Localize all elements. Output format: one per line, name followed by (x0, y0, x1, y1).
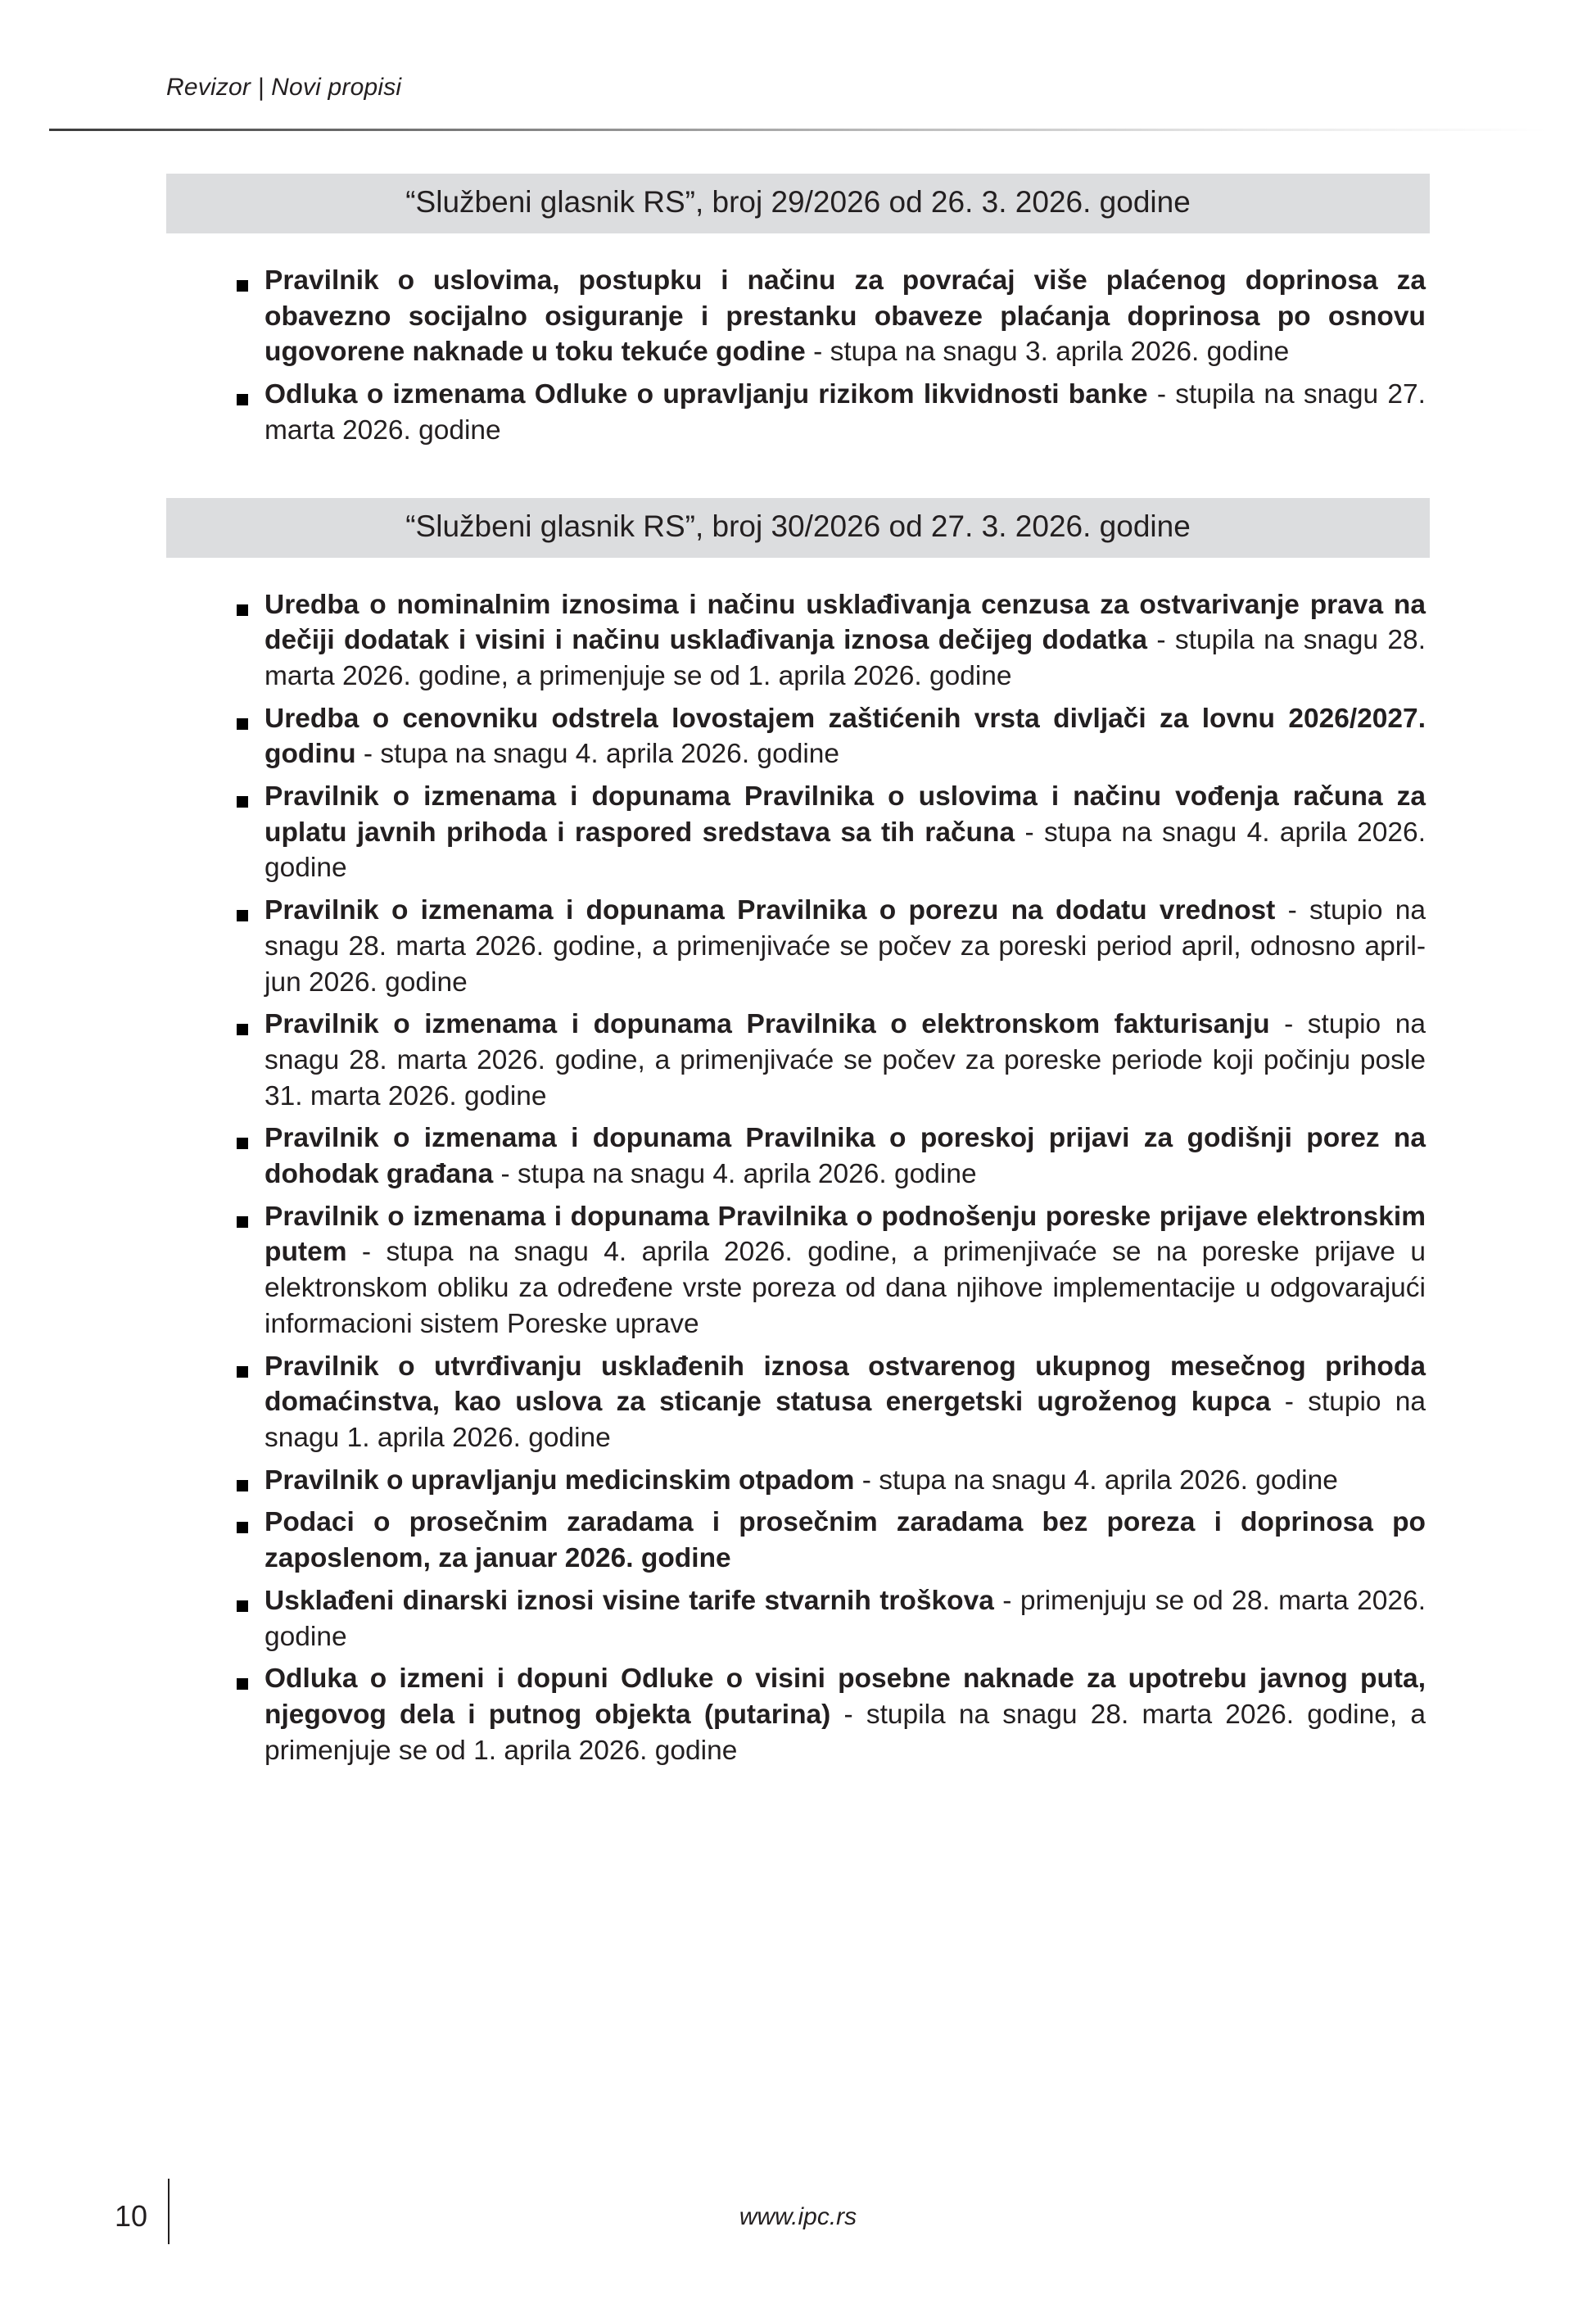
regulation-title: Pravilnik o izmenama i dopunama Pravilnika o poreskoj prijavi za godišnji porez na dohodak građana (264, 1123, 1426, 1190)
regulation-effective-note: - stupio na snagu 1. aprila 2026. godine (264, 1387, 1426, 1453)
page-number: 10 (115, 2199, 148, 2233)
regulation-effective-note: - stupila na snagu 28. marta 2026. godine, a primenjuje se od 1. aprila 2026. godine (264, 625, 1426, 691)
regulation-effective-note: - stupa na snagu 4. aprila 2026. godine (493, 1159, 977, 1190)
regulation-title: Pravilnik o uslovima, postupku i načinu za povraćaj više plaćenog doprinosa za obavezno socijalno osiguranje i prestanku obaveze plaćanja doprinosa po osnovu ugovorene naknade u toku tekuće godine (264, 265, 1426, 368)
regulation-item (166, 1661, 1430, 1768)
regulation-title: Pravilnik o utvrđivanju usklađenih iznosa ostvarenog ukupnog mesečnog prihoda domaćinstva, kao uslova za sticanje statusa energetski ugroženog kupca (264, 1351, 1426, 1418)
regulation-effective-note: - stupa na snagu 3. aprila 2026. godine (805, 337, 1290, 368)
gazette-issue-heading: “Službeni glasnik RS”, broj 30/2026 od 27. 3. 2026. godine (166, 498, 1430, 558)
regulation-title: Pravilnik o upravljanju medicinskim otpadom (264, 1464, 855, 1496)
regulation-title: Uredba o cenovniku odstrela lovostajem zaštićenih vrsta divljači za lovnu 2026/2027. godinu (264, 703, 1426, 770)
regulation-title: Odluka o izmeni i dopuni Odluke o visini posebne naknade za upotrebu javnog puta, njegovog dela i putnog objekta (putarina) (264, 1663, 1426, 1730)
regulation-item (166, 587, 1430, 695)
gazette-issue-heading: “Službeni glasnik RS”, broj 29/2026 od 26. 3. 2026. godine (166, 174, 1430, 233)
regulation-item (166, 1120, 1430, 1192)
regulation-item (166, 1199, 1430, 1342)
gazette-section (0, 174, 1596, 449)
regulation-item (166, 1583, 1430, 1654)
regulation-effective-note: - stupio na snagu 28. marta 2026. godine, a primenjivaće se počev za poreski period april, odnosno april-jun 2026. godine (264, 895, 1426, 998)
regulation-effective-note: - stupa na snagu 4. aprila 2026. godine (355, 739, 840, 770)
regulation-effective-note: - stupa na snagu 4. aprila 2026. godine (854, 1464, 1338, 1496)
running-header: Revizor | Novi propisi (166, 74, 402, 101)
regulation-item (166, 779, 1430, 886)
regulation-item (166, 1007, 1430, 1114)
header-divider-rule (49, 129, 1548, 131)
regulation-item (166, 893, 1430, 1000)
regulation-title: Uredba o nominalnim iznosima i načinu usklađivanja cenzusa za ostvarivanje prava na dečiji dodatak i visini i načinu usklađivanja iznosa dečijeg dodatka (264, 589, 1426, 656)
regulation-title: Usklađeni dinarski iznosi visine tarife stvarnih troškova (264, 1585, 994, 1616)
regulation-list (0, 587, 1596, 1769)
regulation-title: Podaci o prosečnim zaradama i prosečnim zaradama bez poreza i doprinosa po zaposlenom, za januar 2026. godine (264, 1507, 1426, 1574)
regulation-effective-note: - stupila na snagu 27. marta 2026. godine (264, 379, 1426, 446)
regulation-item (166, 263, 1430, 370)
regulation-title: Pravilnik o izmenama i dopunama Pravilnika o elektronskom fakturisanju (264, 1009, 1270, 1040)
regulation-item (166, 1349, 1430, 1456)
gazette-section (0, 498, 1596, 1769)
regulation-effective-note: - stupa na snagu 4. aprila 2026. godine, a primenjivaće se na poreske prijave u elektronskom obliku za određene vrste poreza od dana njihove implementacije u odgovarajući informacioni sistem Poreske uprave (264, 1237, 1426, 1339)
regulation-effective-note: - stupa na snagu 4. aprila 2026. godine (264, 817, 1426, 884)
regulation-item (166, 377, 1430, 448)
regulation-item (166, 1463, 1430, 1499)
regulation-list (0, 263, 1596, 449)
footer-url: www.ipc.rs (739, 2203, 857, 2230)
regulation-title: Pravilnik o izmenama i dopunama Pravilnika o podnošenju poreske prijave elektronskim putem (264, 1201, 1426, 1268)
regulation-title: Pravilnik o izmenama i dopunama Pravilnika o porezu na dodatu vrednost (264, 895, 1276, 926)
regulation-item (166, 701, 1430, 772)
regulation-effective-note: - stupio na snagu 28. marta 2026. godine, a primenjivaće se počev za poreske periode koji počinju posle 31. marta 2026. godine (264, 1009, 1426, 1111)
regulation-effective-note: - primenjuju se od 28. marta 2026. godine (264, 1585, 1426, 1652)
regulation-effective-note: - stupila na snagu 28. marta 2026. godine, a primenjuje se od 1. aprila 2026. godine (264, 1699, 1426, 1766)
regulation-title: Pravilnik o izmenama i dopunama Pravilnika o uslovima i načinu vođenja računa za uplatu javnih prihoda i raspored sredstava sa tih računa (264, 781, 1426, 848)
regulation-title: Odluka o izmenama Odluke o upravljanju rizikom likvidnosti banke (264, 379, 1148, 410)
page-content (0, 174, 1596, 1768)
regulation-item (166, 1505, 1430, 1576)
